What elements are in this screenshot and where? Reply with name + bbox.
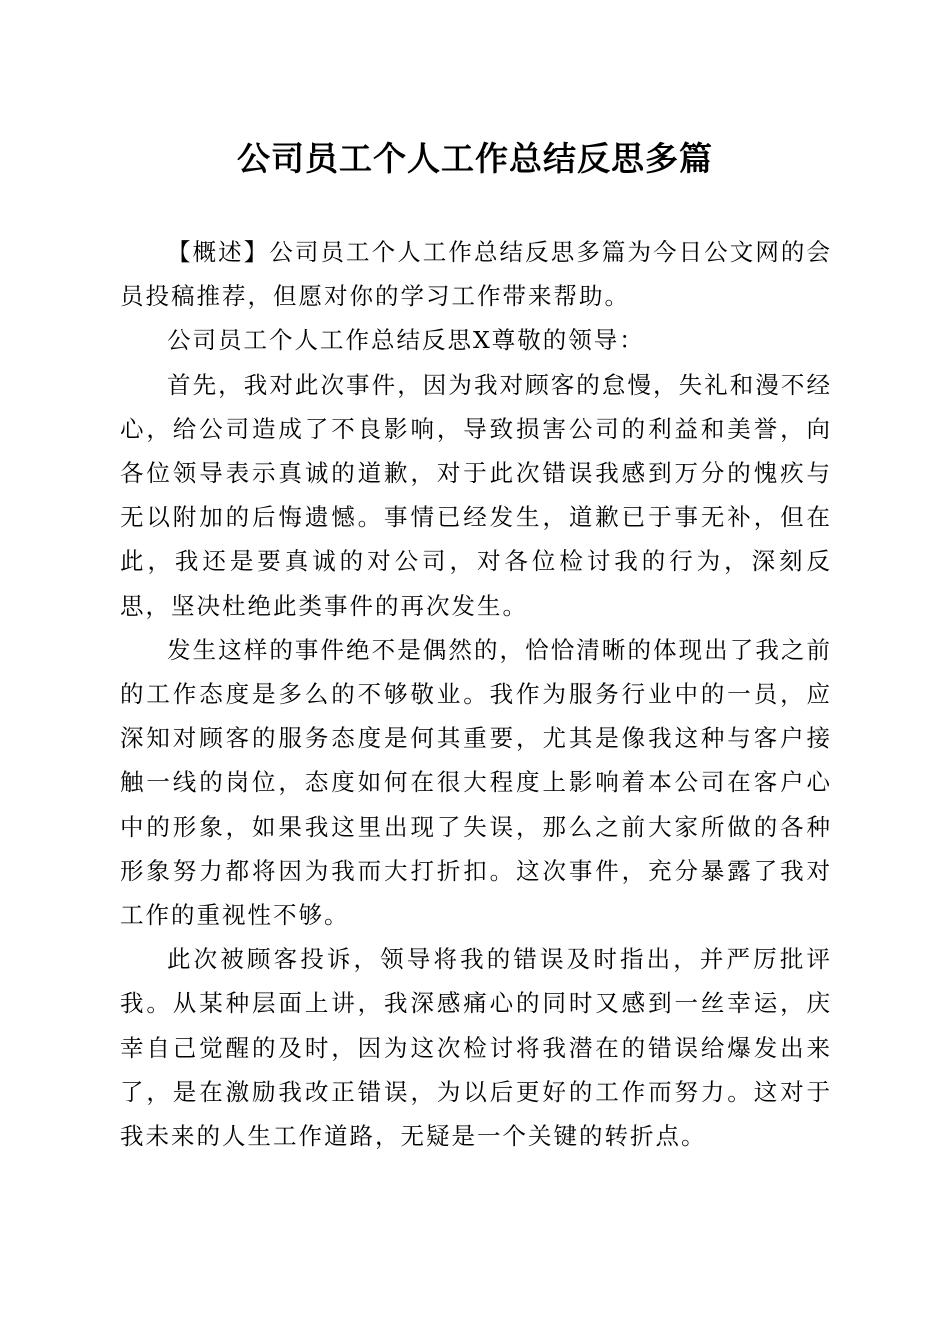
document-body xyxy=(120,230,832,1158)
paragraph-lesson: 此次被顾客投诉，领导将我的错误及时指出，并严厉批评我。从某种层面上讲，我深感痛心的同时又感到一丝幸运，庆幸自己觉醒的及时，因为这次检讨将我潜在的错误给爆发出来了，是在激励我改正错误，为以后更好的工作而努力。这对于我未来的人生工作道路，无疑是一个关键的转折点。 xyxy=(120,945,832,1151)
paragraph-summary: 【概述】公司员工个人工作总结反思多篇为今日公文网的会员投稿推荐，但愿对你的学习工作带来帮助。 xyxy=(120,238,832,311)
paragraph-salutation: 公司员工个人工作总结反思X尊敬的领导： xyxy=(167,326,645,355)
document-title: 公司员工个人工作总结反思多篇 xyxy=(237,139,713,178)
paragraph-reflection: 发生这样的事件绝不是偶然的，恰恰清晰的体现出了我之前的工作态度是多么的不够敬业。我作为服务行业中的一员，应深知对顾客的服务态度是何其重要，尤其是像我这种与客户接触一线的岗位，态度如何在很大程度上影响着本公司在客户心中的形象，如果我这里出现了失误，那么之前大家所做的各种形象努力都将因为我而大打折扣。这次事件，充分暴露了我对工作的重视性不够。 xyxy=(120,635,832,930)
paragraph-apology: 首先，我对此次事件，因为我对顾客的怠慢，失礼和漫不经心，给公司造成了不良影响，导致损害公司的利益和美誉，向各位领导表示真诚的道歉，对于此次错误我感到万分的愧疚与无以附加的后悔遗憾。事情已经发生，道歉已于事无补，但在此，我还是要真诚的对公司，对各位检讨我的行为，深刻反思，坚决杜绝此类事件的再次发生。 xyxy=(120,370,832,620)
